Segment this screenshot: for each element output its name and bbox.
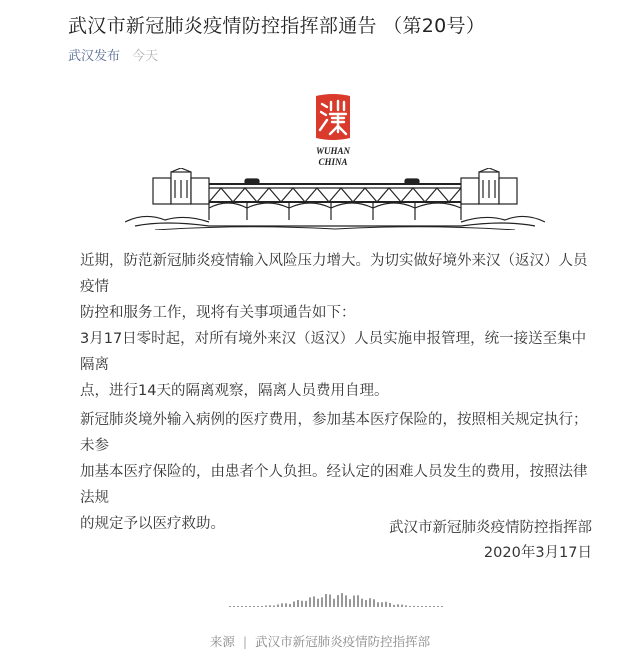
- text-line: 防控和服务工作，现将有关事项通告如下：: [80, 305, 356, 321]
- text-line: 新冠肺炎境外输入病例的医疗费用，参加基本医疗保险的，按照相关规定执行；未参: [80, 412, 588, 454]
- audio-wave-divider: [228, 591, 448, 609]
- signature-date: 2020年3月17日: [483, 545, 592, 561]
- bridge-illustration: [125, 168, 545, 230]
- text-line: 3月17日零时起，对所有境外来汉（返汉）人员实施申报管理，统一接送至集中隔离: [80, 331, 587, 373]
- logo-text-wuhan: WUHAN: [315, 146, 351, 156]
- article-meta: [68, 49, 158, 65]
- text-line: 加基本医疗保险的，由患者个人负担。经认定的困难人员发生的费用，按照法律法规: [80, 464, 588, 506]
- paragraph-intro: [80, 248, 600, 326]
- paragraph-quarantine: [80, 326, 600, 404]
- footer-label: 来源: [209, 634, 235, 649]
- bridge-icon: [125, 168, 545, 230]
- logo-text-china: CHINA: [318, 157, 348, 167]
- footer-source: [0, 634, 640, 650]
- article-title: 武汉市新冠肺炎疫情防控指挥部通告 （第20号）: [68, 15, 486, 37]
- seal-icon: [316, 94, 350, 140]
- wuhan-seal-logo: [300, 92, 366, 168]
- footer-separator: |: [242, 634, 248, 649]
- text-line: 点，进行14天的隔离观察，隔离人员费用自理。: [80, 383, 389, 399]
- text-line: 的规定予以医疗救助。: [80, 516, 225, 532]
- footer-source-name: 武汉市新冠肺炎疫情防控指挥部: [255, 634, 431, 649]
- publish-time: 今天: [132, 49, 159, 64]
- wave-icon: [230, 593, 442, 607]
- text-line: 近期，防范新冠肺炎疫情输入风险压力增大。为切实做好境外来汉（返汉）人员疫情: [80, 253, 588, 295]
- signature-org: 武汉市新冠肺炎疫情防控指挥部: [389, 520, 592, 536]
- account-link[interactable]: 武汉发布: [68, 49, 121, 64]
